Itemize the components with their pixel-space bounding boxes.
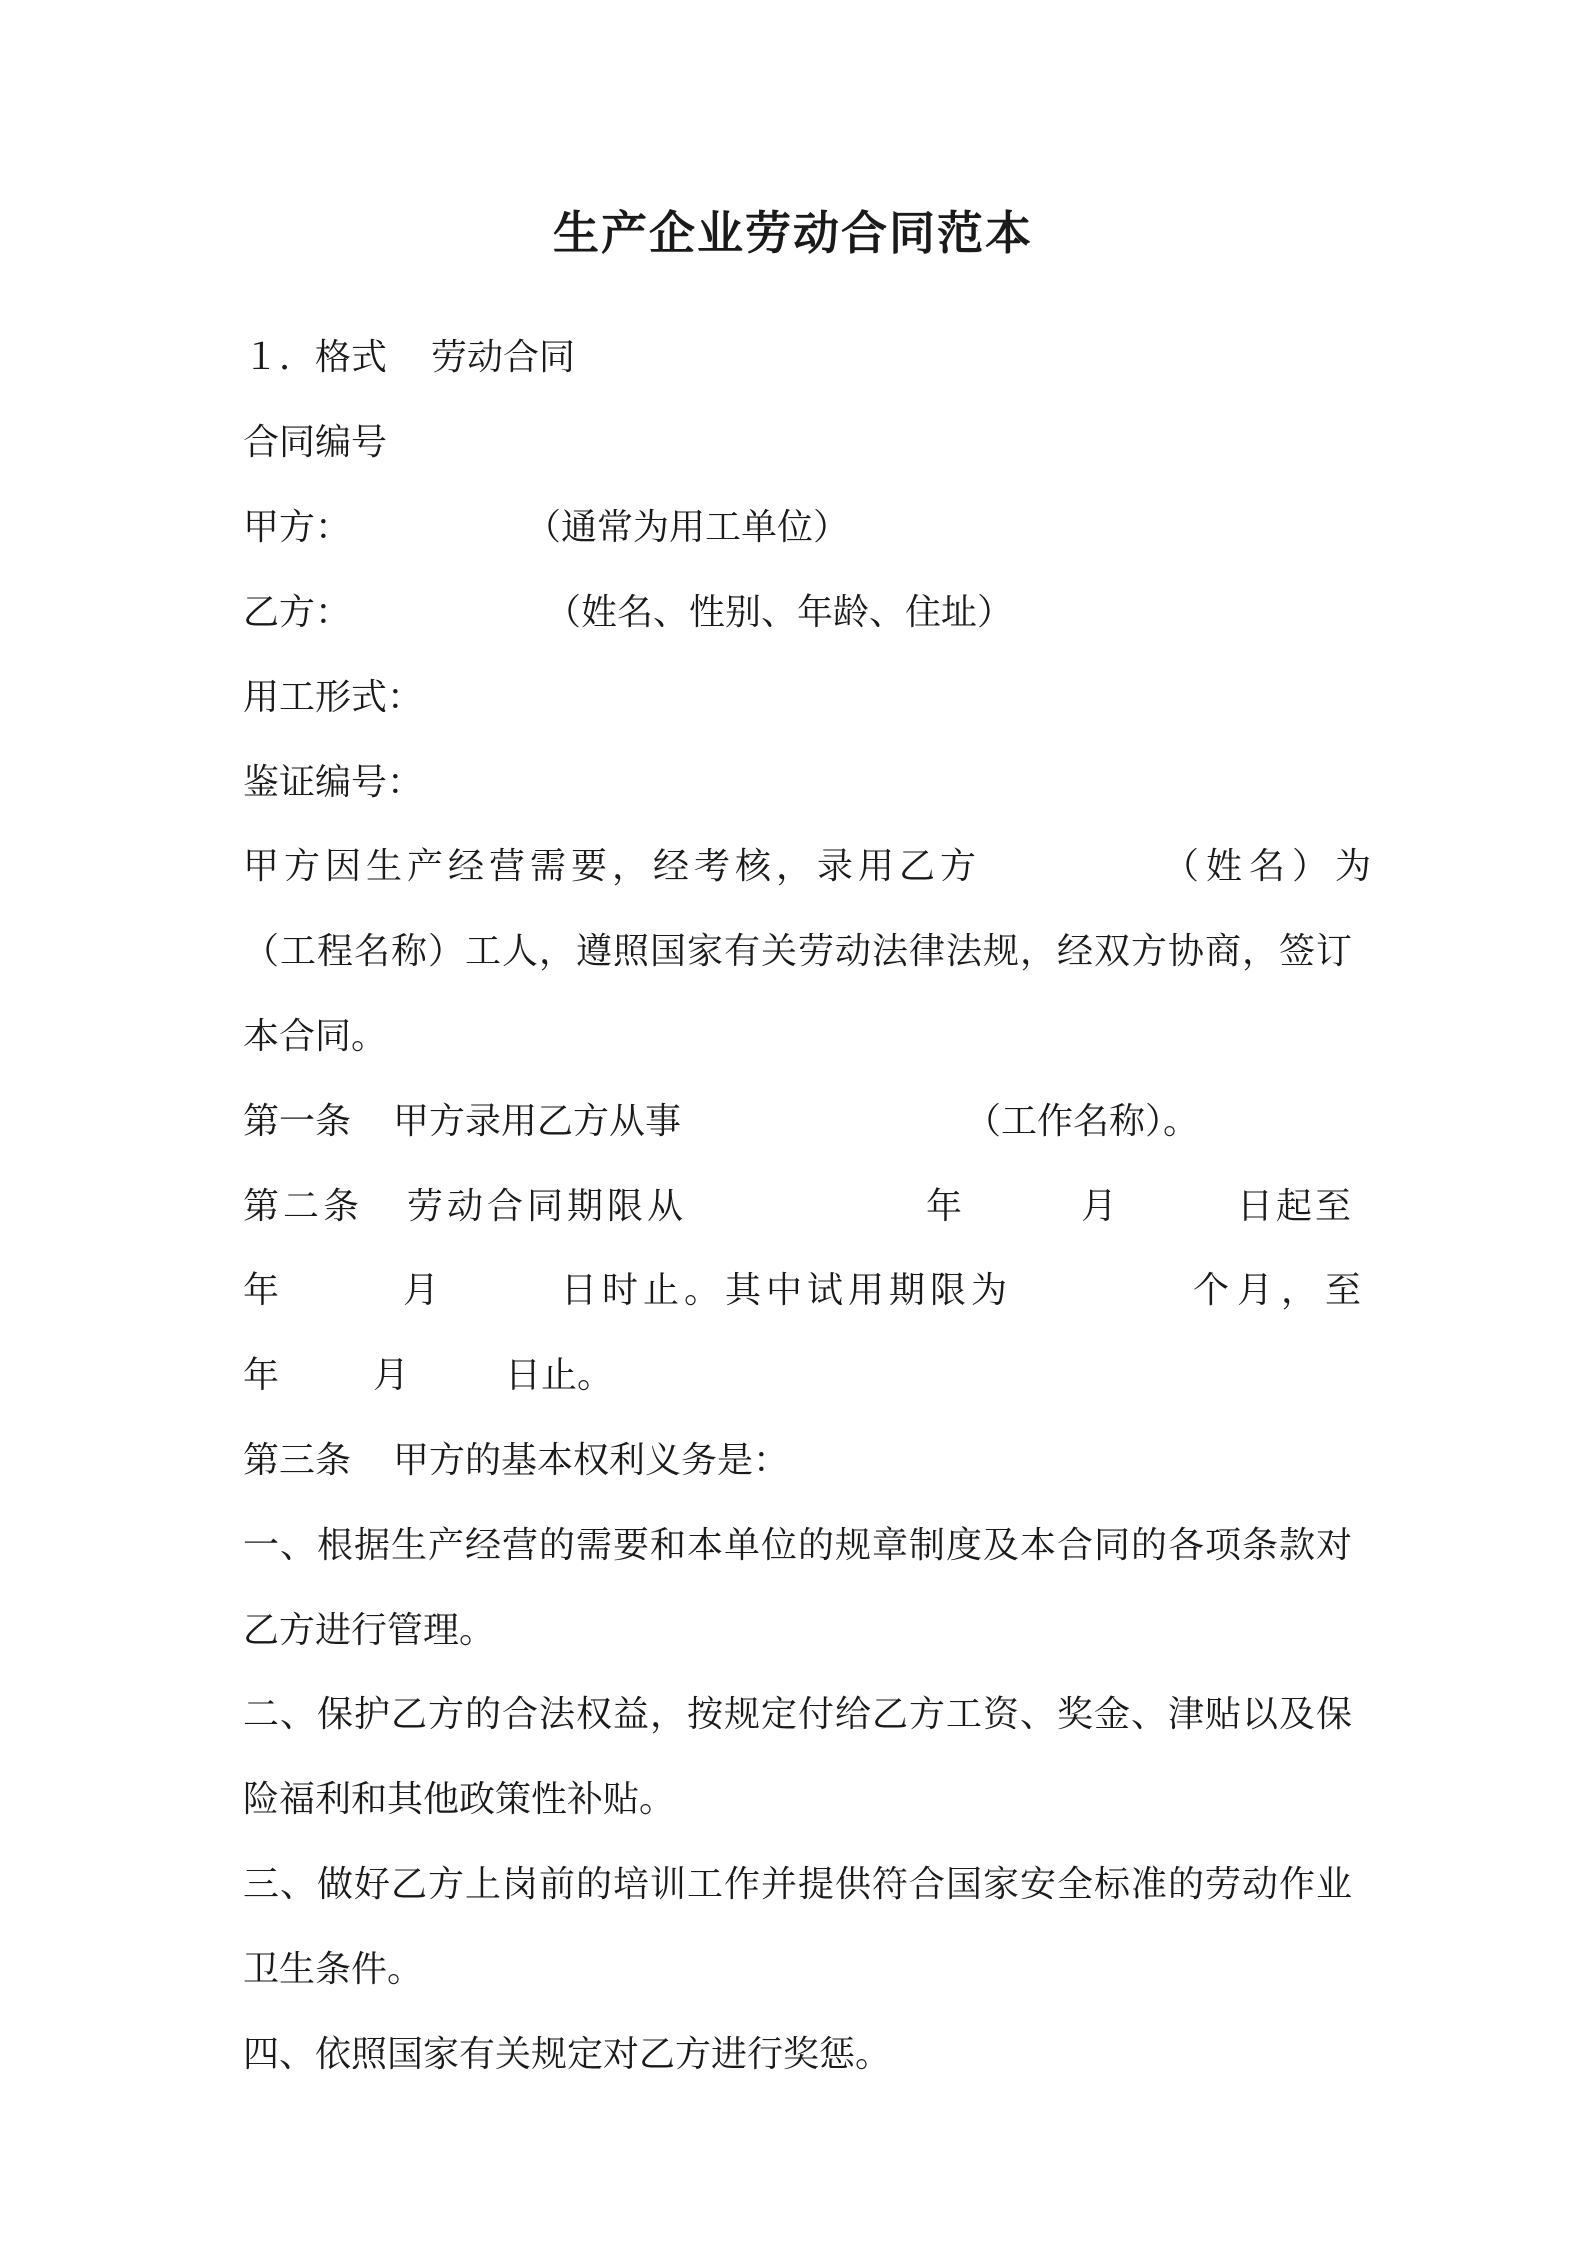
- article-1-text: 甲方录用乙方从事: [393, 1101, 682, 1142]
- party-a-label: 甲方：: [243, 507, 352, 548]
- article-3-text: 甲方的基本权利义务是：: [393, 1440, 790, 1481]
- list-item: [243, 1941, 1355, 1999]
- contract-no-label: 合同编号: [243, 422, 388, 463]
- list-item: [243, 1517, 1355, 1575]
- party-b-line: [243, 584, 1355, 642]
- employment-form-line: [243, 669, 1355, 727]
- intro-line-3: [243, 1008, 1355, 1066]
- party-a-line: [243, 499, 1355, 557]
- party-a-note: （通常为用工单位）: [525, 507, 850, 548]
- item-text: 三、做好乙方上岗前的培训工作并提供符合国家安全标准的劳动作业: [243, 1864, 1354, 1905]
- article-2-line2-month: 月: [403, 1270, 440, 1311]
- list-item: [243, 1771, 1355, 1829]
- article-1-heading: 第一条: [243, 1101, 352, 1142]
- intro-line-1: [243, 838, 1379, 896]
- list-item: [243, 1686, 1355, 1744]
- intro-text-1a: 甲方因生产经营需要，经考核，录用乙方: [243, 846, 982, 887]
- intro-text-2: （工程名称）工人，遵照国家有关劳动法律法规，经双方协商，签订: [243, 931, 1354, 972]
- article-3-line: [243, 1432, 1355, 1490]
- article-1-line: [243, 1093, 1355, 1151]
- article-2-heading: 第二条: [243, 1186, 364, 1227]
- article-2-line3-day: 日止。: [505, 1355, 614, 1396]
- item-text: 二、保护乙方的合法权益，按规定付给乙方工资、奖金、津贴以及保: [243, 1694, 1354, 1735]
- list-item: [243, 2026, 1355, 2084]
- party-b-label: 乙方：: [243, 592, 352, 633]
- article-2-day-from: 日起至: [1237, 1186, 1355, 1227]
- article-2-line-3: [243, 1347, 1355, 1405]
- page-title: 生产企业劳动合同范本: [553, 206, 1033, 260]
- format-value: 劳动合同: [431, 337, 576, 378]
- item-text: 四、依照国家有关规定对乙方进行奖惩。: [243, 2034, 892, 2075]
- intro-line-2: [243, 923, 1355, 981]
- intro-text-3: 本合同。: [243, 1016, 388, 1057]
- verification-no-line: [243, 754, 1355, 812]
- article-2-line-1: [243, 1178, 1355, 1236]
- list-item: [243, 1602, 1355, 1660]
- article-2-line2-day: 日时止。其中试用期限为: [561, 1270, 1013, 1311]
- item-text: 乙方进行管理。: [243, 1610, 496, 1651]
- article-2-line3-year: 年: [243, 1355, 280, 1396]
- article-2-line2-months: 个月，至: [1193, 1270, 1370, 1311]
- party-b-note: （姓名、性别、年龄、住址）: [545, 592, 1014, 633]
- contract-no-line: [243, 414, 1355, 472]
- format-line: [243, 329, 1355, 387]
- intro-text-1b: （姓名）为: [1163, 846, 1379, 887]
- article-2-line-2: [243, 1262, 1370, 1320]
- item-text: 卫生条件。: [243, 1949, 424, 1990]
- list-item: [243, 1856, 1355, 1914]
- article-2-text: 劳动合同期限从: [407, 1186, 688, 1227]
- item-text: 险福利和其他政策性补贴。: [243, 1779, 676, 1820]
- verification-no-label: 鉴证编号：: [243, 762, 424, 803]
- employment-form-label: 用工形式：: [243, 677, 424, 718]
- article-2-line3-month: 月: [373, 1355, 410, 1396]
- item-text: 一、根据生产经营的需要和本单位的规章制度及本合同的各项条款对: [243, 1525, 1354, 1566]
- article-2-line2-year: 年: [243, 1270, 280, 1311]
- article-2-year: 年: [926, 1186, 963, 1227]
- format-number: １．: [243, 337, 316, 378]
- article-1-note: （工作名称）。: [965, 1101, 1200, 1142]
- format-label: 格式: [315, 337, 388, 378]
- article-2-month: 月: [1081, 1186, 1118, 1227]
- article-3-heading: 第三条: [243, 1440, 352, 1481]
